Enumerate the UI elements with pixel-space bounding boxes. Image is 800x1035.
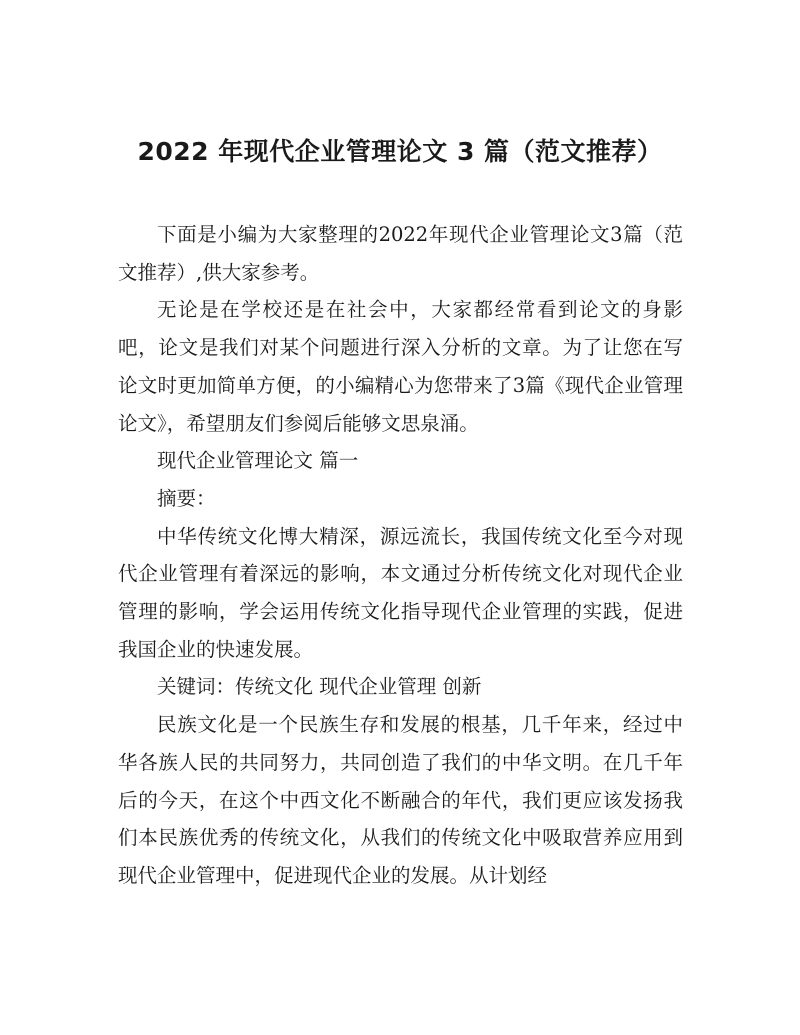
body-paragraph: 民族文化是一个民族生存和发展的根基，几千年来，经过中华各族人民的共同努力，共同创造了我们的中华文明。在几千年后的今天，在这个中西文化不断融合的年代，我们更应该发扬我们本民族优秀的传统文化，从我们的传统文化中吸取营养应用到现代企业管理中，促进现代企业的发展。从计划经 [118,713,683,887]
abstract-label: 摘要： [157,486,216,510]
document-title: 2022 年现代企业管理论文 3 篇（范文推荐） [137,137,663,166]
abstract-paragraph: 中华传统文化博大精深，源远流长，我国传统文化至今对现代企业管理有着深远的影响，本文通过分析传统文化对现代企业管理的影响，学会运用传统文化指导现代企业管理的实践，促进我国企业的快速发展。 [118,524,683,661]
intro-paragraph: 下面是小编为大家整理的2022年现代企业管理论文3篇（范文推荐）,供大家参考。 [118,223,683,284]
document-body [118,216,683,895]
keywords-line: 关键词：传统文化 现代企业管理 创新 [157,675,482,699]
section-heading: 现代企业管理论文 篇一 [157,449,359,473]
preface-paragraph: 无论是在学校还是在社会中，大家都经常看到论文的身影吧，论文是我们对某个问题进行深入分析的文章。为了让您在写论文时更加简单方便，的小编精心为您带来了3篇《现代企业管理论文》，希望朋友们参阅后能够文思泉涌。 [118,298,683,435]
